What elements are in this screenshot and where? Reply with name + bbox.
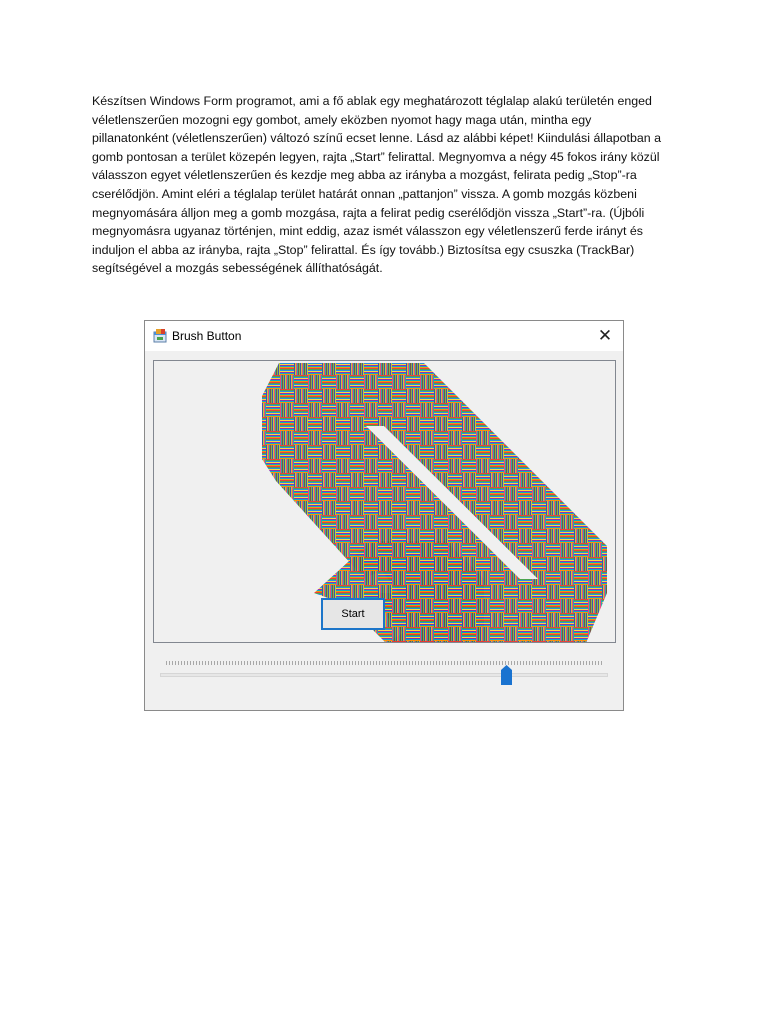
paragraph-line: megnyomására álljon meg a gomb mozgása, rajta a felirat pedig cserélődjön vissza „Start”-ra. (Újbóli (92, 205, 645, 220)
start-button[interactable]: Start (321, 598, 385, 630)
close-icon: ✕ (597, 326, 613, 345)
paragraph-line: induljon el abba az irányba, rajta „Stop” felirattal. És így tovább.) Biztosítsa egy csuszka (TrackBar) (92, 242, 635, 257)
paragraph-line: gomb pontosan a terület közepén legyen, rajta „Start” felirattal. Megnyomva a négy 45 fokos irány közül (92, 149, 660, 164)
trackbar-ticks (166, 661, 602, 665)
paragraph-line: segítségével a mozgás sebességének állíthatóságát. (92, 261, 383, 276)
paragraph-line: véletlenszerűen mozogni egy gombot, amely eközben nyomot hagy maga után, mintha egy (92, 112, 592, 127)
instruction-paragraph (92, 92, 692, 278)
brush-trail-canvas (154, 361, 616, 643)
title-bar[interactable] (145, 321, 623, 351)
speed-trackbar[interactable] (160, 657, 608, 689)
windows-form-icon (153, 329, 167, 343)
window-title: Brush Button (172, 329, 242, 343)
paragraph-line: cserélődjön. Amint eléri a téglalap terület határát onnan „pattanjon” vissza. A gomb mozgás közbeni (92, 186, 637, 201)
paragraph-line: pillanatonként (véletlenszerűen) változó színű ecset lenne. Lásd az alábbi képet! Kiindulási állapotban a (92, 131, 661, 146)
trackbar-thumb[interactable] (501, 665, 512, 685)
paragraph-line: megnyomásra ugyanaz történjen, mint eddig, azaz ismét válasszon egy véletlenszerű ferde irányt és (92, 224, 643, 239)
paragraph-line: Készítsen Windows Form programot, ami a fő ablak egy meghatározott téglalap alakú területén enged (92, 94, 652, 108)
close-button[interactable] (587, 321, 623, 351)
trackbar-track[interactable] (160, 673, 608, 677)
app-window (144, 320, 624, 711)
drawing-area (153, 360, 616, 643)
paragraph-line: válasszon egyet véletlenszerűen és kezdje meg abba az irányba a mozgást, felirata pedig „Stop”-ra (92, 168, 637, 183)
